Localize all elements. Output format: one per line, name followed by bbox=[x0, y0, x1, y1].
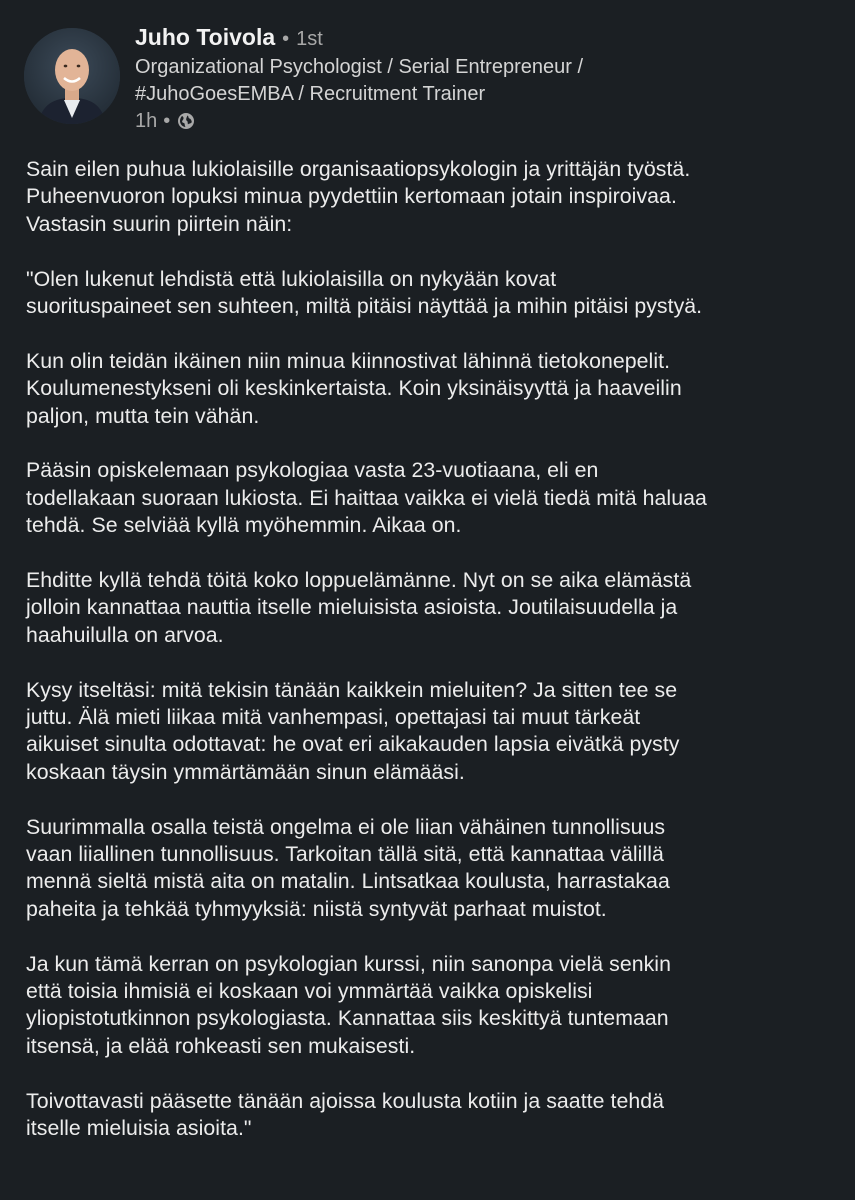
post-text-line: että toisia ihmisiä ei koskaan voi ymmärtää vaikka opiskelisi bbox=[26, 979, 593, 1004]
post-text-line: aikuiset sinulta odottavat: he ovat eri aikakauden lapsia eivätkä pysty bbox=[26, 732, 680, 757]
headline-line: #JuhoGoesEMBA / Recruitment Trainer bbox=[135, 83, 486, 105]
post-text-line: Kun olin teidän ikäinen niin minua kiinnostivat lähinnä tietokonepelit. bbox=[26, 348, 671, 373]
post-text-line: Pääsin opiskelemaan psykologiaa vasta 23-vuotiaana, eli en bbox=[26, 458, 599, 483]
post-paragraph bbox=[26, 814, 841, 924]
post-text-line: tehdä. Se selviää kyllä myöhemmin. Aikaa on. bbox=[26, 513, 462, 538]
post-body bbox=[26, 156, 841, 1170]
post-text-line: "Olen lukenut lehdistä että lukiolaisilla on nykyään kovat bbox=[26, 266, 557, 291]
post-text-line: Ja kun tämä kerran on psykologian kurssi, niin sanonpa vielä senkin bbox=[26, 951, 671, 976]
post-text-line: haahuilulla on arvoa. bbox=[26, 622, 224, 647]
separator-dot: • bbox=[282, 28, 290, 50]
post-meta bbox=[135, 108, 835, 134]
post-text-line: yliopistotutkinnon psykologiasta. Kannattaa siis keskittyä tuntemaan bbox=[26, 1006, 669, 1031]
separator-dot: • bbox=[163, 109, 171, 132]
post-text-line: paljon, mutta tein vähän. bbox=[26, 403, 260, 428]
post-paragraph bbox=[26, 567, 841, 649]
post-paragraph bbox=[26, 951, 841, 1061]
post-time: 1h bbox=[135, 109, 158, 132]
avatar[interactable] bbox=[24, 28, 120, 124]
post-text-line: Puheenvuoron lopuksi minua pyydettiin kertomaan jotain inspiroivaa. bbox=[26, 184, 677, 209]
post-text-line: Ehditte kyllä tehdä töitä koko loppuelämänne. Nyt on se aika elämästä bbox=[26, 568, 692, 593]
post-text-line: Toivottavasti pääsette tänään ajoissa koulusta kotiin ja saatte tehdä bbox=[26, 1088, 665, 1113]
post-header bbox=[135, 24, 835, 134]
post-paragraph bbox=[26, 348, 841, 430]
post-text-line: itsensä, ja elää rohkeasti sen mukaisesti. bbox=[26, 1033, 416, 1058]
headline-line: Organizational Psychologist / Serial Entrepreneur / bbox=[135, 56, 584, 78]
profile-photo bbox=[24, 28, 120, 124]
post-text-line: Vastasin suurin piirtein näin: bbox=[26, 211, 293, 236]
globe-icon bbox=[176, 111, 196, 131]
post-paragraph bbox=[26, 266, 841, 321]
post-paragraph bbox=[26, 457, 841, 539]
post-text-line: Koulumenestykseni oli keskinkertaista. Koin yksinäisyyttä ja haaveilin bbox=[26, 376, 682, 401]
post-text-line: juttu. Älä mieti liikaa mitä vanhempasi, opettajasi tai muut tärkeät bbox=[26, 705, 641, 730]
author-headline bbox=[135, 54, 755, 108]
post-text-line: koskaan täysin ymmärtämään sinun elämääsi. bbox=[26, 759, 465, 784]
post-text-line: vaan liiallinen tunnollisuus. Tarkoitan tällä sitä, että kannattaa välillä bbox=[26, 842, 664, 867]
post-text-line: paheita ja tehkää tyhmyyksiä: niistä syntyvät parhaat muistot. bbox=[26, 896, 607, 921]
name-row bbox=[135, 24, 835, 54]
post-text-line: suorituspaineet sen suhteen, miltä pitäisi näyttää ja mihin pitäisi pystyä. bbox=[26, 294, 703, 319]
post-paragraph bbox=[26, 1088, 841, 1143]
post-text-line: Kysy itseltäsi: mitä tekisin tänään kaikkein mieluiten? Ja sitten tee se bbox=[26, 677, 678, 702]
post-text-line: itselle mieluisia asioita." bbox=[26, 1116, 252, 1141]
connection-degree: 1st bbox=[296, 28, 323, 50]
author-name[interactable]: Juho Toivola bbox=[135, 24, 276, 50]
post-text-line: todellakaan suoraan lukiosta. Ei haittaa vaikka ei vielä tiedä mitä haluaa bbox=[26, 485, 707, 510]
post-text-line: Suurimmalla osalla teistä ongelma ei ole liian vähäinen tunnollisuus bbox=[26, 814, 666, 839]
post-text-line: jolloin kannattaa nauttia itselle mieluisista asioista. Joutilaisuudella ja bbox=[26, 595, 678, 620]
post-paragraph bbox=[26, 156, 841, 238]
post-text-line: Sain eilen puhua lukiolaisille organisaatiopsykologin ja yrittäjän työstä. bbox=[26, 157, 691, 181]
post-paragraph bbox=[26, 677, 841, 787]
post-text-line: mennä sieltä mistä aita on matalin. Lintsatkaa koulusta, harrastakaa bbox=[26, 869, 670, 894]
